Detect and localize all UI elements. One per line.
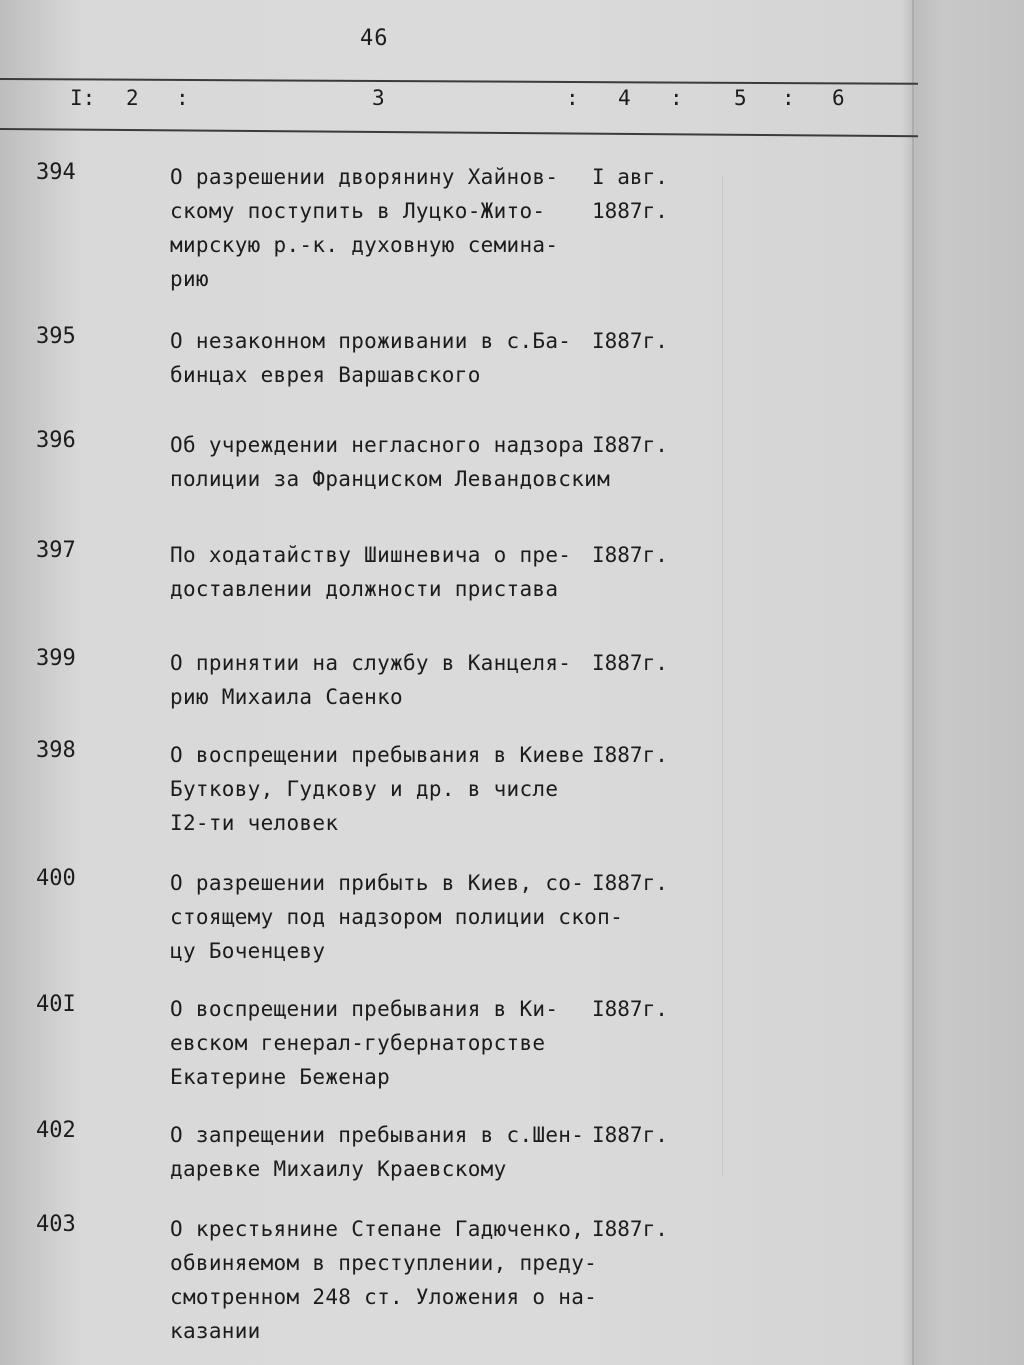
- header-col-1: I:: [70, 86, 96, 110]
- entry-title-line: мирскую р.-к. духовную семина-: [170, 233, 559, 257]
- entry-title-line: О разрешении прибыть в Киев, со-: [170, 871, 585, 895]
- entry-number: 399: [36, 646, 76, 671]
- entry-title-line: стоящему под надзором полиции скоп-: [170, 905, 624, 929]
- entry-date-line: I887г.: [592, 1217, 668, 1241]
- entry-title-line: евском генерал-губернаторстве: [170, 1031, 546, 1055]
- page-edge: [912, 0, 914, 1365]
- entry-date-line: I887г.: [592, 1123, 668, 1147]
- entry-date-line: I887г.: [592, 871, 668, 895]
- header-col-3: 3: [372, 86, 385, 110]
- entry-title-line: По ходатайству Шишневича о пре-: [170, 543, 572, 567]
- entry-date-line: I887г.: [592, 997, 668, 1021]
- entry-title-line: О разрешении дворянину Хайнов-: [170, 165, 559, 189]
- entry-title: [170, 738, 600, 840]
- entry-date: [592, 646, 668, 680]
- entry-number: 395: [36, 324, 76, 349]
- entry-date: [592, 428, 668, 462]
- entry-date: [592, 1212, 668, 1246]
- entry-title-line: даревке Михаилу Краевскому: [170, 1157, 507, 1181]
- entry-date: [592, 538, 668, 572]
- entry-title-line: О крестьянине Степане Гадюченко,: [170, 1217, 585, 1241]
- entry-title: [170, 1118, 600, 1186]
- entry-title: [170, 992, 600, 1094]
- entry-date: [592, 738, 668, 772]
- entry-title: [170, 646, 600, 714]
- entry-number: 396: [36, 428, 76, 453]
- entry-title-line: Об учреждении негласного надзора: [170, 433, 585, 457]
- entry-title-line: О воспрещении пребывания в Киеве: [170, 743, 585, 767]
- entry-title: [170, 324, 600, 392]
- entry-title-line: цу Боченцеву: [170, 939, 326, 963]
- header-separator: :: [566, 86, 579, 110]
- entry-number: 403: [36, 1212, 76, 1237]
- entry-title-line: бинцах еврея Варшавского: [170, 363, 481, 387]
- entry-title: [170, 866, 624, 968]
- entry-title-line: О воспрещении пребывания в Ки-: [170, 997, 559, 1021]
- column-divider: [722, 176, 723, 1176]
- entry-date-line: I887г.: [592, 651, 668, 675]
- entry-title-line: Буткову, Гудкову и др. в числе: [170, 777, 559, 801]
- header-separator: :: [670, 86, 683, 110]
- entry-title-line: О незаконном проживании в с.Ба-: [170, 329, 572, 353]
- entry-title: [170, 160, 600, 296]
- entry-title-line: О запрещении пребывания в с.Шен-: [170, 1123, 585, 1147]
- header-col-2: 2: [126, 86, 139, 110]
- entry-date: [592, 324, 668, 358]
- entry-title-line: обвиняемом в преступлении, преду-: [170, 1251, 598, 1275]
- entry-date-line: I авг.: [592, 165, 668, 189]
- header-separator: :: [782, 86, 795, 110]
- entry-title-line: рию Михаила Саенко: [170, 685, 403, 709]
- header-col-4: 4: [618, 86, 631, 110]
- entry-title-line: рию: [170, 267, 209, 291]
- entry-number: 40I: [36, 992, 76, 1017]
- entry-date-line: I887г.: [592, 433, 668, 457]
- header-bottom-rule: [0, 128, 918, 137]
- page-number: 46: [360, 26, 389, 51]
- entry-title-line: Екатерине Беженар: [170, 1065, 391, 1089]
- entry-date-line: I887г.: [592, 743, 668, 767]
- entry-title: [170, 538, 600, 606]
- entry-date-line: I887г.: [592, 543, 668, 567]
- entry-title-line: О принятии на службу в Канцеля-: [170, 651, 572, 675]
- entry-date-line: I887г.: [592, 329, 668, 353]
- entry-number: 398: [36, 738, 76, 763]
- entry-date: [592, 160, 668, 228]
- header-top-rule: [0, 78, 918, 85]
- entry-title-line: скому поступить в Луцко-Жито-: [170, 199, 546, 223]
- entry-date-line: 1887г.: [592, 199, 668, 223]
- header-col-5: 5: [734, 86, 747, 110]
- header-separator: :: [176, 86, 189, 110]
- entry-title: [170, 1212, 600, 1348]
- entry-title-line: полиции за Франциском Левандовским: [170, 467, 611, 491]
- entry-title: [170, 428, 611, 496]
- entry-title-line: казании: [170, 1319, 261, 1343]
- entry-number: 397: [36, 538, 76, 563]
- entry-title-line: I2-ти человек: [170, 811, 339, 835]
- entry-date: [592, 866, 668, 900]
- entry-title-line: доставлении должности пристава: [170, 577, 559, 601]
- entry-number: 400: [36, 866, 76, 891]
- entry-number: 402: [36, 1118, 76, 1143]
- entry-date: [592, 1118, 668, 1152]
- entry-title-line: смотренном 248 ст. Уложения о на-: [170, 1285, 598, 1309]
- header-col-6: 6: [832, 86, 845, 110]
- entry-number: 394: [36, 160, 76, 185]
- entry-date: [592, 992, 668, 1026]
